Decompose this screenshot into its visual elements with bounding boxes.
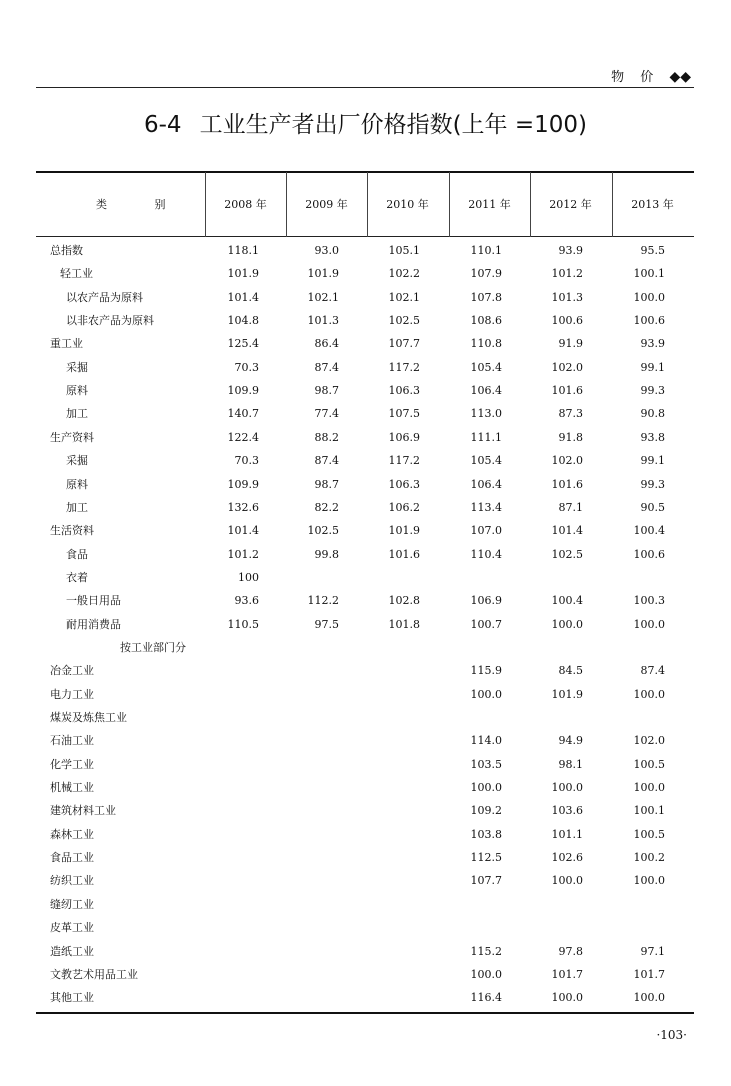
cell-value: 94.9	[558, 734, 583, 748]
cell-value: 102.0	[551, 454, 583, 468]
cell-value: 117.2	[388, 454, 420, 468]
cell-value: 104.8	[227, 314, 259, 328]
table-row	[36, 846, 694, 869]
cell-value: 132.6	[227, 500, 259, 514]
cell-value: 99.1	[640, 454, 665, 468]
cell-value: 125.4	[227, 337, 259, 351]
row-label: 以非农产品为原料	[66, 314, 154, 328]
table-row	[36, 309, 694, 332]
cell-value: 87.1	[558, 500, 583, 514]
cell-value: 100.0	[633, 991, 665, 1005]
page-number: ·103·	[656, 1028, 687, 1042]
cell-value: 77.4	[314, 407, 339, 421]
cell-value: 115.9	[470, 664, 502, 678]
cell-value: 107.0	[470, 524, 502, 538]
table-row	[36, 473, 694, 496]
year-column-header: 2008 年	[224, 198, 267, 211]
cell-value: 102.1	[307, 290, 339, 304]
row-label: 造纸工业	[50, 944, 94, 958]
cell-value: 114.0	[470, 734, 502, 748]
row-label: 生产资料	[50, 430, 94, 444]
cell-value: 103.5	[470, 757, 502, 771]
cell-value: 93.9	[640, 337, 665, 351]
table-row	[36, 986, 694, 1009]
row-label: 化学工业	[50, 757, 94, 771]
year-column-header: 2012 年	[549, 198, 592, 211]
cell-value: 100.6	[633, 314, 665, 328]
cell-value: 84.5	[558, 664, 583, 678]
cell-value: 100.0	[470, 687, 502, 701]
row-label: 食品工业	[50, 851, 94, 865]
table-row	[36, 379, 694, 402]
row-label: 煤炭及炼焦工业	[50, 711, 127, 724]
cell-value: 103.6	[551, 804, 583, 818]
cell-value: 106.2	[388, 500, 420, 514]
cell-value: 107.8	[470, 290, 502, 304]
cell-value: 100.3	[633, 594, 665, 608]
cell-value: 98.1	[558, 757, 583, 771]
row-label: 耐用消费品	[66, 617, 121, 631]
table-row	[36, 286, 694, 309]
cell-value: 97.5	[314, 617, 339, 631]
cell-value: 102.1	[388, 290, 420, 304]
cell-value: 100	[238, 570, 259, 584]
cell-value: 86.4	[314, 337, 339, 351]
cell-value: 100.1	[633, 267, 665, 281]
row-label: 皮革工业	[50, 921, 94, 935]
cell-value: 105.1	[388, 244, 420, 257]
table-row	[36, 356, 694, 379]
row-label: 总指数	[50, 244, 83, 257]
table-top-rule	[36, 171, 694, 173]
cell-value: 106.4	[470, 477, 502, 491]
cell-value: 101.4	[551, 524, 583, 538]
diamond-icon: ◆◆	[669, 69, 691, 85]
cell-value: 101.7	[551, 967, 583, 981]
cell-value: 100.0	[633, 290, 665, 304]
row-label: 原料	[66, 477, 88, 491]
cell-value: 93.6	[234, 594, 259, 608]
table-row	[36, 916, 694, 939]
cell-value: 105.4	[470, 360, 502, 374]
cell-value: 110.4	[470, 547, 502, 561]
cell-value: 98.7	[314, 384, 339, 398]
cell-value: 101.2	[551, 267, 583, 281]
cell-value: 100.0	[470, 967, 502, 981]
cell-value: 102.5	[388, 314, 420, 328]
cell-value: 100.0	[633, 781, 665, 795]
table-row	[36, 869, 694, 892]
cell-value: 102.8	[388, 594, 420, 608]
cell-value: 102.0	[633, 734, 665, 748]
row-label: 电力工业	[50, 687, 94, 701]
table-row	[36, 426, 694, 449]
table-row	[36, 496, 694, 519]
row-label: 采掘	[66, 454, 88, 468]
row-label: 生活资料	[50, 524, 94, 538]
cell-value: 100.0	[633, 617, 665, 631]
cell-value: 111.1	[470, 430, 502, 444]
cell-value: 101.6	[388, 547, 420, 561]
cell-value: 106.9	[388, 430, 420, 444]
table-bottom-rule	[36, 1012, 694, 1014]
row-label: 轻工业	[60, 267, 93, 281]
table-row	[36, 519, 694, 542]
cell-value: 99.1	[640, 360, 665, 374]
row-label: 建筑材料工业	[50, 804, 116, 818]
cell-value: 98.7	[314, 477, 339, 491]
cell-value: 106.9	[470, 594, 502, 608]
year-column-header: 2013 年	[631, 198, 674, 211]
table-header-rule	[36, 236, 694, 237]
cell-value: 109.9	[227, 477, 259, 491]
row-label: 纺织工业	[50, 874, 94, 888]
cell-value: 109.9	[227, 384, 259, 398]
cell-value: 102.5	[307, 524, 339, 538]
cell-value: 101.8	[388, 617, 420, 631]
cell-value: 112.2	[307, 594, 339, 608]
cell-value: 87.4	[640, 664, 665, 678]
cell-value: 110.1	[470, 244, 502, 257]
table-row	[36, 706, 694, 729]
cell-value: 102.0	[551, 360, 583, 374]
table-row	[36, 262, 694, 285]
cell-value: 82.2	[314, 500, 339, 514]
row-label: 食品	[66, 547, 88, 561]
section-title: 物 价	[611, 70, 660, 85]
cell-value: 115.2	[470, 944, 502, 958]
table-row	[36, 239, 694, 262]
cell-value: 88.2	[314, 430, 339, 444]
cell-value: 100.0	[551, 617, 583, 631]
cell-value: 101.9	[307, 267, 339, 281]
table-row	[36, 729, 694, 752]
table-row	[36, 613, 694, 636]
cell-value: 122.4	[227, 430, 259, 444]
cell-value: 100.4	[551, 594, 583, 608]
cell-value: 91.9	[558, 337, 583, 351]
row-label: 森林工业	[50, 827, 94, 841]
cell-value: 101.9	[551, 687, 583, 701]
table-row	[36, 332, 694, 355]
cell-value: 95.5	[640, 244, 665, 257]
table-row	[36, 402, 694, 425]
cell-value: 101.6	[551, 477, 583, 491]
cell-value: 140.7	[227, 407, 259, 421]
cell-value: 110.8	[470, 337, 502, 351]
row-label: 按工业部门分	[120, 640, 186, 654]
cell-value: 107.9	[470, 267, 502, 281]
cell-value: 100.0	[633, 874, 665, 888]
table-row	[36, 449, 694, 472]
cell-value: 90.8	[640, 407, 665, 421]
cell-value: 101.3	[551, 290, 583, 304]
cell-value: 103.8	[470, 827, 502, 841]
cell-value: 100.0	[633, 687, 665, 701]
year-column-header: 2009 年	[305, 198, 348, 211]
cell-value: 100.4	[633, 524, 665, 538]
table-title-text: 工业生产者出厂价格指数(上年 =100)	[199, 112, 587, 138]
cell-value: 113.4	[470, 500, 502, 514]
category-column-header: 类 别	[96, 198, 188, 211]
cell-value: 108.6	[470, 314, 502, 328]
cell-value: 99.3	[640, 384, 665, 398]
cell-value: 102.5	[551, 547, 583, 561]
row-label: 原料	[66, 384, 88, 398]
cell-value: 101.9	[388, 524, 420, 538]
cell-value: 100.5	[633, 757, 665, 771]
cell-value: 107.5	[388, 407, 420, 421]
cell-value: 102.2	[388, 267, 420, 281]
row-label: 石油工业	[50, 734, 94, 748]
table-row	[36, 543, 694, 566]
cell-value: 100.0	[470, 781, 502, 795]
year-column-header: 2011 年	[468, 198, 511, 211]
cell-value: 90.5	[640, 500, 665, 514]
cell-value: 105.4	[470, 454, 502, 468]
cell-value: 106.4	[470, 384, 502, 398]
cell-value: 100.5	[633, 827, 665, 841]
row-label: 其他工业	[50, 991, 94, 1005]
row-label: 缝纫工业	[50, 897, 94, 911]
cell-value: 87.3	[558, 407, 583, 421]
cell-value: 100.6	[633, 547, 665, 561]
cell-value: 117.2	[388, 360, 420, 374]
cell-value: 70.3	[234, 360, 259, 374]
table-row	[36, 753, 694, 776]
table-row	[36, 893, 694, 916]
row-label: 衣着	[66, 570, 88, 584]
cell-value: 101.4	[227, 290, 259, 304]
cell-value: 101.1	[551, 827, 583, 841]
row-label: 以农产品为原料	[66, 290, 143, 304]
cell-value: 107.7	[470, 874, 502, 888]
cell-value: 70.3	[234, 454, 259, 468]
cell-value: 100.2	[633, 851, 665, 865]
table-number: 6-4	[143, 112, 182, 138]
cell-value: 100.0	[551, 874, 583, 888]
cell-value: 106.3	[388, 384, 420, 398]
cell-value: 107.7	[388, 337, 420, 351]
row-label: 机械工业	[50, 781, 94, 795]
cell-value: 116.4	[470, 991, 502, 1005]
table-row	[36, 823, 694, 846]
section-header	[611, 66, 691, 85]
table-row	[36, 589, 694, 612]
cell-value: 100.0	[551, 781, 583, 795]
cell-value: 87.4	[314, 454, 339, 468]
cell-value: 106.3	[388, 477, 420, 491]
cell-value: 97.1	[640, 944, 665, 958]
cell-value: 93.9	[558, 244, 583, 257]
row-label: 重工业	[50, 337, 83, 351]
cell-value: 91.8	[558, 430, 583, 444]
cell-value: 102.6	[551, 851, 583, 865]
cell-value: 100.1	[633, 804, 665, 818]
cell-value: 112.5	[470, 851, 502, 865]
row-label: 文教艺术用品工业	[50, 967, 138, 981]
header-rule	[36, 87, 694, 88]
table-row	[36, 940, 694, 963]
cell-value: 100.0	[551, 991, 583, 1005]
row-label: 一般日用品	[66, 594, 121, 608]
table-title	[0, 106, 731, 139]
row-label: 冶金工业	[50, 664, 94, 678]
cell-value: 101.9	[227, 267, 259, 281]
cell-value: 99.8	[314, 547, 339, 561]
cell-value: 100.7	[470, 617, 502, 631]
cell-value: 101.3	[307, 314, 339, 328]
table-row	[36, 799, 694, 822]
row-label: 加工	[66, 407, 88, 421]
cell-value: 101.6	[551, 384, 583, 398]
cell-value: 99.3	[640, 477, 665, 491]
table-row	[36, 659, 694, 682]
cell-value: 93.0	[314, 244, 339, 257]
cell-value: 93.8	[640, 430, 665, 444]
cell-value: 100.6	[551, 314, 583, 328]
table-row	[36, 566, 694, 589]
cell-value: 118.1	[227, 244, 259, 257]
cell-value: 109.2	[470, 804, 502, 818]
cell-value: 110.5	[227, 617, 259, 631]
cell-value: 113.0	[470, 407, 502, 421]
table-row	[36, 636, 694, 659]
table-row	[36, 963, 694, 986]
table-row	[36, 683, 694, 706]
row-label: 加工	[66, 500, 88, 514]
table-row	[36, 776, 694, 799]
cell-value: 97.8	[558, 944, 583, 958]
cell-value: 101.7	[633, 967, 665, 981]
cell-value: 101.2	[227, 547, 259, 561]
cell-value: 101.4	[227, 524, 259, 538]
row-label: 采掘	[66, 360, 88, 374]
cell-value: 87.4	[314, 360, 339, 374]
year-column-header: 2010 年	[386, 198, 429, 211]
